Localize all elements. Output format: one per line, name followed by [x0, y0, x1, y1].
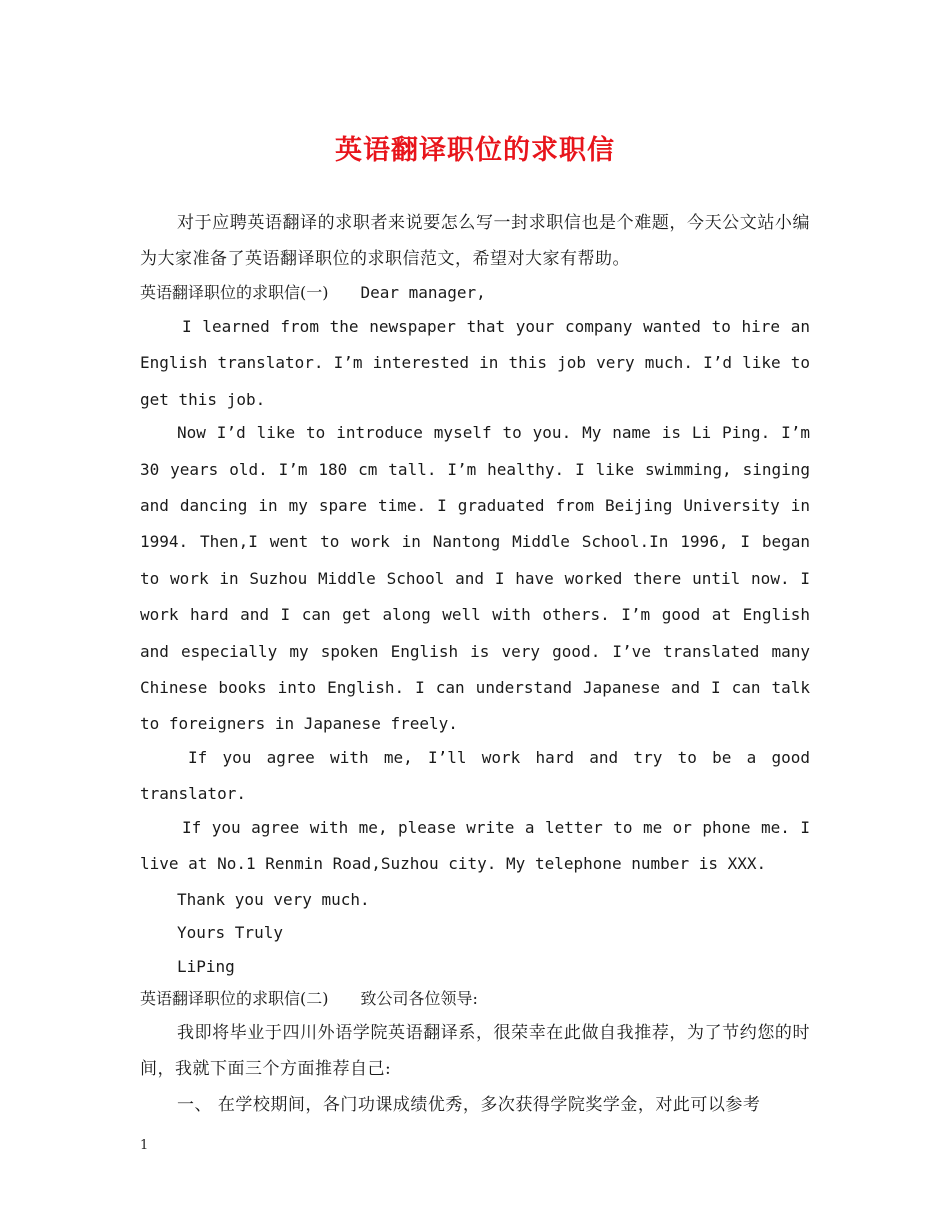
- letter1-heading-line: [140, 277, 810, 309]
- letter1-paragraph-2: Now I’d like to introduce myself to you. My name is Li Ping. I’m 30 years old. I’m 180 cm tall. I’m healthy. I like swimming, singing and dancing in my spare time. I graduated from Beijing University in 1994. Then,I went to work in Nantong Middle School.In 1996, I began to work in Suzhou Middle School and I have worked there until now. I work hard and I can get along well with others. I’m good at English and especially my spoken English is very good. I’ve translated many Chinese books into English. I can understand Japanese and I can talk to foreigners in Japanese freely.: [140, 423, 810, 734]
- letter2-heading-line: [140, 983, 810, 1015]
- letter1-paragraph-4: If you agree with me, please write a letter to me or phone me. I live at No.1 Renmin Road,Suzhou city. My telephone number is XXX.: [140, 817, 810, 874]
- letter2-paragraph-1: 我即将毕业于四川外语学院英语翻译系，很荣幸在此做自我推荐，为了节约您的时间，我就下面三个方面推荐自己:: [140, 1023, 810, 1079]
- intro-paragraph: 对于应聘英语翻译的求职者来说要怎么写一封求职信也是个难题，今天公文站小编为大家准备了英语翻译职位的求职信范文，希望对大家有帮助。: [140, 213, 810, 269]
- document-title: 英语翻译职位的求职信: [335, 135, 615, 166]
- letter1-signature: LiPing: [177, 956, 235, 976]
- letter1-paragraph-1: I learned from the newspaper that your company wanted to hire an English translator. I’m interested in this job very much. I’d like to get this job.: [140, 317, 810, 409]
- document-body: [140, 205, 810, 1123]
- letter1-heading: 英语翻译职位的求职信(一): [140, 283, 329, 302]
- letter2-heading: 英语翻译职位的求职信(二): [140, 989, 329, 1008]
- letter2-salutation: 致公司各位领导:: [360, 989, 478, 1008]
- letter2-paragraph-2: 一、 在学校期间，各门功课成绩优秀，多次获得学院奖学金，对此可以参考: [177, 1095, 761, 1115]
- letter1-salutation: Dear manager,: [360, 283, 486, 302]
- letter1-closing-thanks: Thank you very much.: [177, 889, 370, 909]
- letter1-paragraph-3: If you agree with me, I’ll work hard and try to be a good translator.: [140, 747, 810, 804]
- letter1-closing-yours: Yours Truly: [177, 923, 283, 942]
- page-number: 1: [140, 1138, 149, 1153]
